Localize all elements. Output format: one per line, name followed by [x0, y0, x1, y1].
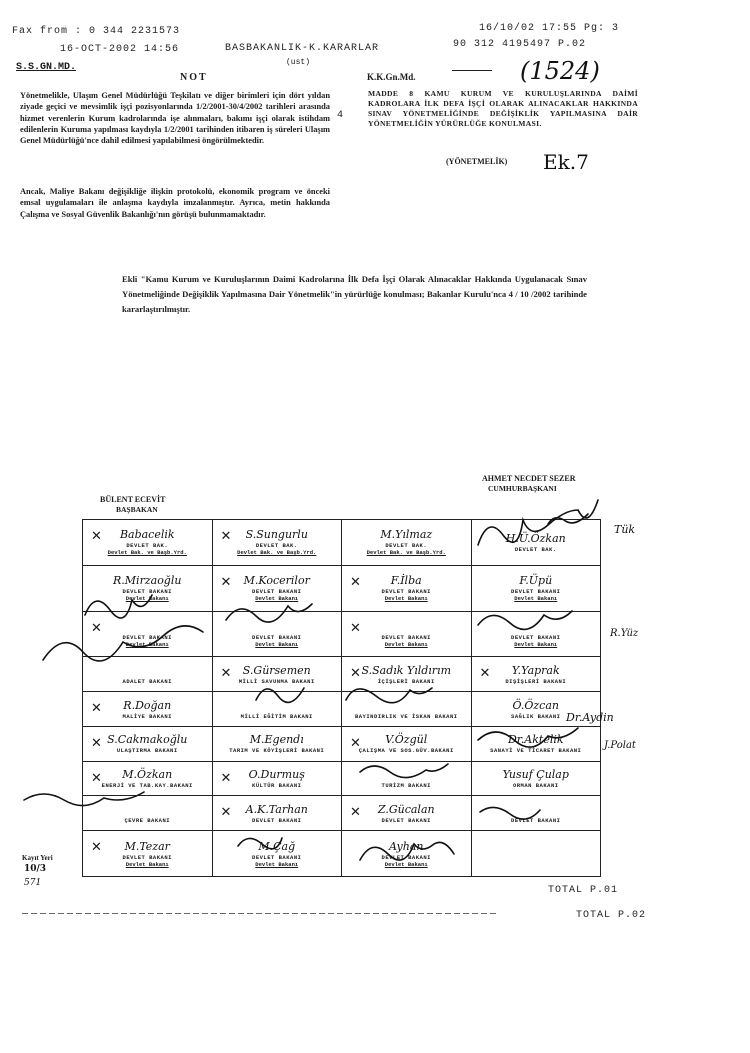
minister-role: BAYINDIRLIK VE İSKAN BAKANI: [354, 712, 458, 720]
signature-cell: [83, 565, 213, 611]
cross-mark-icon: ✕: [220, 666, 232, 682]
signature-row: [83, 520, 601, 566]
signature-cell: [342, 726, 472, 761]
minister-sub-role: Devlet Bakanı: [255, 595, 299, 603]
signature-row: [83, 726, 601, 761]
margin-note-1: Tük: [614, 523, 636, 536]
minister-role: DEVLET BAKANI: [381, 633, 431, 641]
minister-role: ENERJİ VE TAB.KAY.BAKANI: [101, 782, 193, 790]
signature-row: [83, 565, 601, 611]
minister-role: DIŞİŞLERİ BAKANI: [505, 677, 567, 685]
signature-cell: [83, 831, 213, 877]
minister-role: İÇİŞLERİ BAKANI: [377, 677, 435, 685]
minister-signature-name: A.K.Tarhan: [245, 802, 308, 816]
minister-signature-name: Ayhan: [389, 839, 424, 853]
minister-sub-role: Devlet Bakanı: [125, 595, 169, 603]
left-footer-note: Kayıt Yeri: [22, 854, 53, 862]
president-name: AHMET NECDET SEZER: [482, 474, 576, 483]
minister-sub-role: Devlet Bakanı: [255, 860, 299, 868]
minister-role: ÇALIŞMA VE SOS.GÜV.BAKANI: [358, 747, 454, 755]
minister-role: KÜLTÜR BAKANI: [252, 782, 302, 790]
note-paragraph-1: Yönetmelikle, Ulaşım Genel Müdürlüğü Teşkilatı ve diğer birimleri için dört yıldan ziyade geçici ve mevsimlik işçi pozisyonlarında 1/2/2001-30/4/2002 tarihleri arasında hizmet verenlerin Kurum kadrolarında işe alınmaları, bakımı işçi olarak istihdam edilenlerin Kuruma yapılması kaydıyla 1/2/2001 tarihinden itibaren iş süreleri Ulaşım Genel Müdürlüğü'nce dahil edilmesi yapılabilmesi öngörülmektedir.: [20, 91, 330, 146]
fax-noise-line: [22, 913, 498, 914]
minister-signature-name: Ö.Özcan: [512, 698, 559, 712]
minister-signature-name: [83, 620, 212, 633]
minister-role: DEVLET BAKANI: [122, 853, 172, 861]
minister-role: DEVLET BAKANI: [511, 633, 561, 641]
signature-cell: [471, 657, 601, 692]
minister-sub-role: Devlet Bakanı: [384, 595, 428, 603]
cross-mark-icon: ✕: [220, 529, 232, 544]
signature-cell: [212, 692, 342, 727]
minister-sub-role: Devlet Bakanı: [384, 640, 428, 648]
cross-mark-icon: ✕: [91, 735, 102, 751]
fax-header-date: 16/10/02 17:55 Pg: 3: [479, 23, 620, 34]
minister-signature-name: [83, 803, 212, 816]
minister-signature-name: [472, 803, 601, 816]
signature-cell: [212, 611, 342, 657]
signature-cell: [342, 657, 472, 692]
minister-sub-role: Devlet Bakanı: [125, 640, 169, 648]
fax-header-number: 90 312 4195497 P.02: [453, 39, 587, 50]
signature-cell: [342, 565, 472, 611]
signature-cell: [212, 796, 342, 831]
minister-role: DEVLET BAKANI: [252, 853, 302, 861]
ek-label: Ek.7: [543, 150, 589, 174]
signature-row: [83, 761, 601, 796]
pm-title: BAŞBAKAN: [116, 505, 158, 514]
dash-mark: [452, 70, 492, 71]
signature-cell: [471, 831, 601, 877]
signature-cell: [342, 796, 472, 831]
dept-stamp: S.S.GN.MD.: [16, 62, 77, 73]
right-block-text: MADDE 8 KAMU KURUM VE KURULUŞLARINDA DAİMİ KADROLARA İLK DEFA İŞÇİ OLARAK ALINACAKLAR HAKKINDA SINAV YÖNETMELİĞİNDE DEĞİŞİKLİK YAPILMASINA DAİR YÖNETMELİĞİN YÜRÜRLÜĞE KONULMASI.: [368, 89, 638, 128]
signature-cell: [83, 761, 213, 796]
minister-signature-name: F.Üpü: [519, 574, 553, 588]
minister-signature-name: H.Ü.Özkan: [505, 531, 566, 545]
minister-role: DEVLET BAKANI: [252, 816, 302, 824]
minister-sub-role: Devlet Bak. ve Başb.Yrd.: [237, 549, 317, 557]
minister-role: ÇEVRE BAKANI: [124, 816, 171, 824]
minister-role: DEVLET BAKANI: [122, 633, 172, 641]
minister-role: SAĞLIK BAKANI: [511, 712, 561, 720]
signature-cell: [83, 657, 213, 692]
signature-row: [83, 692, 601, 727]
note-title: NOT: [180, 72, 208, 83]
minister-role: ORMAN BAKANI: [512, 782, 559, 790]
margin-note-3: R.Yüz: [610, 628, 639, 639]
signature-cell: [471, 611, 601, 657]
signature-cell: [342, 831, 472, 877]
minister-sub-role: Devlet Bakanı: [514, 595, 558, 603]
signature-cell: [83, 611, 213, 657]
cross-mark-icon: ✕: [350, 620, 361, 636]
signature-cell: [342, 761, 472, 796]
fax-header-from: Fax from : 0 344 2231573: [12, 26, 181, 37]
minister-role: SANAYİ VE TİCARET BAKANI: [490, 747, 582, 755]
cross-mark-icon: ✕: [91, 840, 102, 856]
signature-cell: [212, 726, 342, 761]
cross-mark-icon: ✕: [350, 666, 361, 682]
left-footer-num: 10/3: [24, 864, 47, 874]
margin-note-5: Dr.Aydin: [566, 711, 614, 724]
decision-number: (1524): [520, 57, 600, 85]
minister-role: DEVLET BAKANI: [122, 588, 172, 596]
minister-role: MİLLİ EĞİTİM BAKANI: [240, 712, 313, 720]
minister-signature-name: [213, 699, 342, 712]
minister-signature-name: [342, 620, 471, 633]
signature-cell: [212, 565, 342, 611]
minister-signature-name: R.Doğan: [123, 698, 172, 712]
minister-signature-name: M.Kocerilor: [243, 574, 310, 588]
minister-signature-name: Z.Gücalan: [377, 802, 435, 816]
minister-sub-role: Devlet Bakanı: [125, 860, 169, 868]
minister-signature-name: O.Durmuş: [248, 768, 305, 782]
signature-cell: [471, 761, 601, 796]
minister-signature-name: R.Mirzaoğlu: [113, 574, 182, 588]
minister-role: MİLLİ SAVUNMA BAKANI: [238, 677, 315, 685]
minister-signature-name: [472, 620, 601, 633]
total-pages-1: TOTAL P.01: [548, 885, 619, 896]
signature-cell: [83, 796, 213, 831]
signature-cell: [471, 726, 601, 761]
fax-header-sender: BASBAKANLIK-K.KARARLAR: [225, 43, 380, 54]
minister-signature-name: [342, 699, 471, 712]
minister-sub-role: Devlet Bak. ve Başb.Yrd.: [366, 549, 446, 557]
signature-cell: [212, 831, 342, 877]
minister-signature-name: S.Sadık Yıldırım: [361, 663, 452, 677]
minister-signature-name: S.Gürsemen: [242, 663, 311, 677]
minister-signature-name: F.İlba: [390, 574, 422, 588]
cross-mark-icon: ✕: [220, 770, 232, 786]
minister-signature-name: [342, 768, 471, 781]
cross-mark-icon: ✕: [350, 735, 361, 751]
minister-signature-name: S.Sungurlu: [245, 528, 308, 542]
minister-signature-name: M.Yılmaz: [380, 528, 433, 542]
decree-text: Ekli "Kamu Kurum ve Kuruluşlarının Daimi Kadrolarına İlk Defa İşçi Olarak Alınacaklar Hakkında Uygulanacak Sınav Yönetmeliğinde Değişiklik Yapılmasına Dair Yönetmelik"in yürürlüğe konulması; Bakanlar Kurulu'nca 4 / 10 /2002 tarihinde kararlaştırılmıştır.: [122, 274, 587, 314]
cross-mark-icon: ✕: [220, 574, 232, 590]
signature-cell: [83, 726, 213, 761]
cross-mark-icon: ✕: [91, 529, 102, 544]
minister-sub-role: Devlet Bakanı: [384, 860, 428, 868]
signature-cell: [342, 520, 472, 566]
minister-sub-role: Devlet Bakanı: [255, 640, 299, 648]
cross-mark-icon: ✕: [91, 620, 102, 636]
signature-cell: [83, 520, 213, 566]
minister-role: DEVLET BAKANI: [511, 588, 561, 596]
minister-sub-role: Devlet Bak. ve Başb.Yrd.: [107, 549, 187, 557]
minister-role: MALİYE BAKANI: [122, 712, 172, 720]
fax-header-transmit: 16-OCT-2002 14:56: [60, 44, 180, 55]
signature-cell: [342, 692, 472, 727]
signature-cell: [471, 520, 601, 566]
minister-signature-name: M.Özkan: [122, 768, 173, 782]
cross-mark-icon: ✕: [479, 666, 491, 682]
minister-signature-name: V.Özgül: [385, 733, 428, 747]
signature-row: [83, 796, 601, 831]
signature-row: [83, 657, 601, 692]
note-paragraph-2: Ancak, Maliye Bakanı değişikliğe ilişkin protokolü, ekonomik program ve önceki emsal uygulamaları ile anlaşma kaydıyla imzalanmıştır. Ayrıca, metin hakkında Çalışma ve Sosyal Güvenlik Bakanlığı'nın görüşü bulunmamaktadır.: [20, 187, 330, 219]
minister-role: DEVLET BAKANI: [381, 853, 431, 861]
signature-cell: [471, 565, 601, 611]
minister-role: ULAŞTIRMA BAKANI: [116, 747, 178, 755]
cross-mark-icon: ✕: [91, 701, 102, 717]
minister-role: DEVLET BAKANI: [381, 816, 431, 824]
minister-signature-name: Dr.Aktelik: [507, 733, 564, 747]
minister-signature-name: M.Tezar: [124, 839, 170, 853]
signature-cell: [83, 692, 213, 727]
minister-sub-role: Devlet Bakanı: [514, 640, 558, 648]
pm-name: BÜLENT ECEVİT: [100, 495, 166, 504]
mark-a: 4: [337, 110, 344, 121]
signature-cell: [212, 761, 342, 796]
minister-role: DEVLET BAK.: [385, 542, 428, 550]
left-footer-num2: 571: [24, 878, 42, 888]
minister-role: DEVLET BAKANI: [381, 588, 431, 596]
minister-signature-name: [83, 664, 212, 677]
minister-signature-name: S.Cakmakoğlu: [107, 733, 188, 747]
margin-note-6: J.Polat: [604, 740, 636, 751]
sub-center-mark: (ust): [286, 58, 311, 67]
total-pages-2: TOTAL P.02: [576, 910, 647, 921]
signature-cell: [471, 796, 601, 831]
minister-signature-name: [213, 620, 342, 633]
minister-role: DEVLET BAK.: [255, 542, 298, 550]
minister-role: DEVLET BAKANI: [511, 816, 561, 824]
signature-table: [82, 519, 601, 877]
signature-row: [83, 611, 601, 657]
minister-signature-name: [472, 847, 601, 860]
cross-mark-icon: ✕: [350, 805, 361, 821]
signature-row: [83, 831, 601, 877]
minister-role: TARIM VE KÖYİŞLERİ BAKANI: [229, 747, 325, 755]
minister-role: TURİZM BAKANI: [381, 782, 431, 790]
minister-role: ADALET BAKANI: [122, 677, 172, 685]
minister-signature-name: M.Çağ: [258, 839, 296, 853]
signature-cell: [342, 611, 472, 657]
minister-role: DEVLET BAK.: [126, 542, 169, 550]
minister-signature-name: Yusuf Çulap: [502, 768, 569, 782]
cross-mark-icon: ✕: [91, 770, 102, 786]
signature-cell: [212, 657, 342, 692]
signature-cell: [212, 520, 342, 566]
minister-role: DEVLET BAKANI: [252, 633, 302, 641]
right-block-heading: K.K.Gn.Md.: [367, 72, 416, 82]
minister-role: DEVLET BAKANI: [252, 588, 302, 596]
right-block-label: (YÖNETMELİK): [446, 157, 508, 166]
minister-signature-name: Y.Yaprak: [511, 663, 560, 677]
cross-mark-icon: ✕: [350, 574, 361, 590]
cross-mark-icon: ✕: [220, 805, 232, 821]
minister-role: DEVLET BAK.: [514, 545, 557, 553]
president-title: CUMHURBAŞKANI: [488, 484, 557, 493]
minister-signature-name: Babacelik: [119, 528, 175, 542]
minister-signature-name: M.Egendı: [249, 733, 304, 747]
